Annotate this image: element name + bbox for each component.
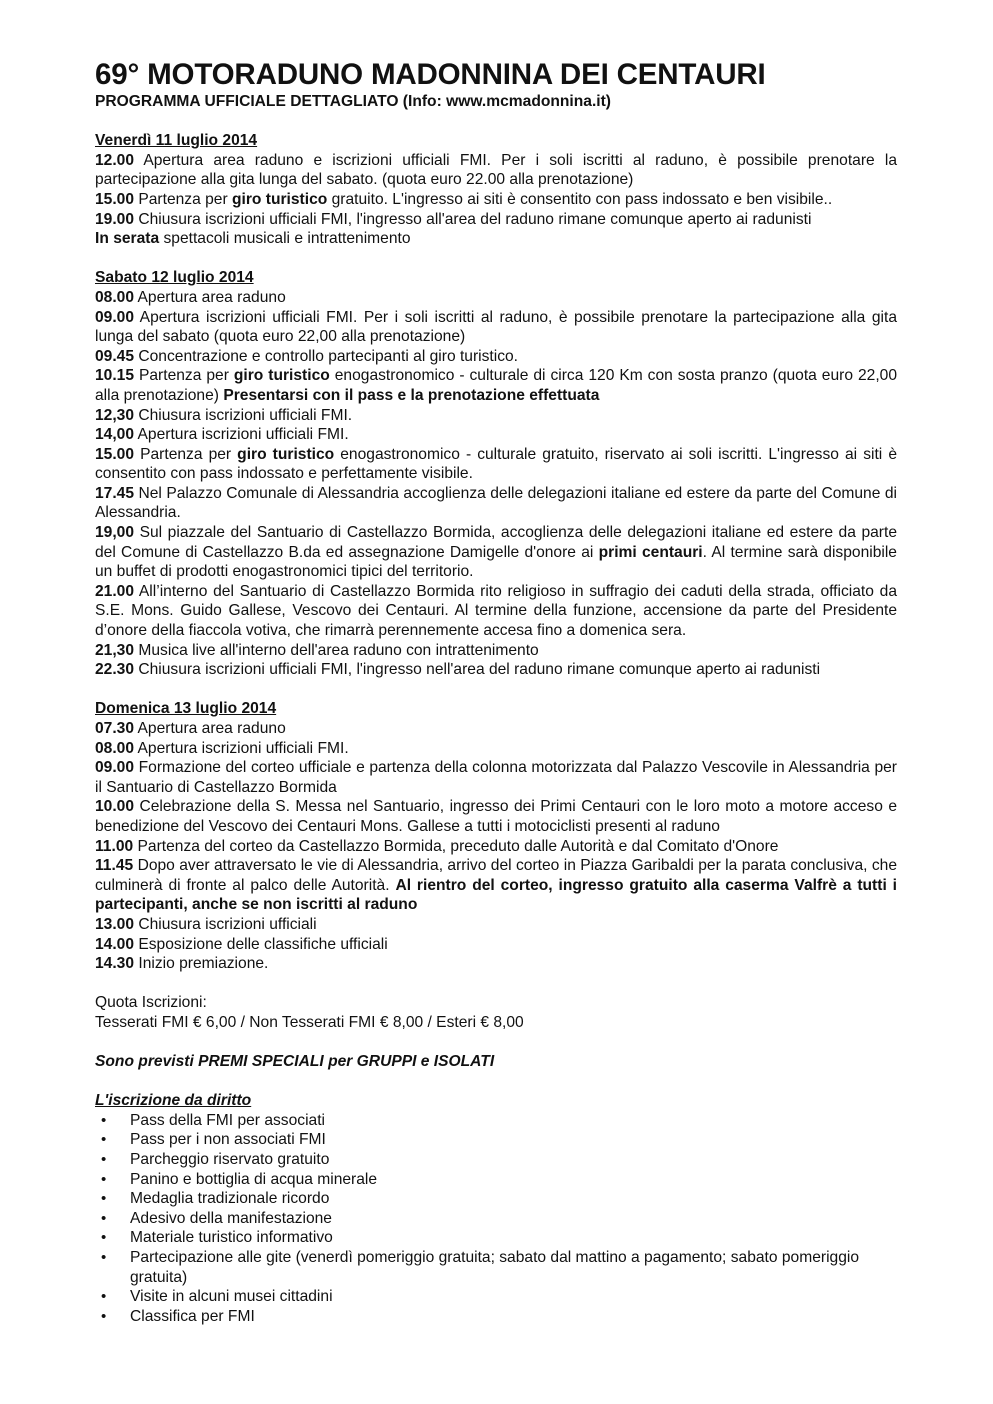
entry-time: 11.45	[95, 857, 134, 875]
entry-text-bold: primi centauri	[598, 543, 703, 561]
entry-time: 14,00	[95, 426, 135, 444]
entry-text: Chiusura iscrizioni ufficiali	[134, 915, 317, 933]
entry-time: 21,30	[95, 641, 135, 659]
list-item	[95, 1307, 897, 1327]
schedule-entry	[95, 406, 897, 426]
entry-text-bold: Presentarsi con il pass e la prenotazione effettuata	[223, 386, 600, 404]
entry-time: 15.00	[95, 445, 135, 463]
schedule-entry	[95, 229, 897, 249]
entry-text-bold: giro turistico	[237, 445, 335, 463]
bullet-icon: •	[101, 1209, 107, 1227]
schedule-entry	[95, 797, 897, 836]
entry-text: enogastronomico - culturale di circa 120 Km con sosta pranzo (quota euro 22,00 alla prenotazione)	[95, 367, 898, 404]
fees-label: Quota Iscrizioni:	[95, 994, 207, 1012]
entry-text: Partenza per	[134, 190, 232, 208]
entry-text: Dopo aver attraversato le vie di Alessandria, arrivo del corteo in Piazza Garibaldi per la parata conclusiva, che culminerà di fronte al palco delle Autorità.	[95, 857, 897, 894]
bullet-icon: •	[101, 1190, 107, 1208]
list-item-text: Pass della FMI per associati	[130, 1111, 325, 1129]
bullet-icon: •	[101, 1151, 107, 1169]
entry-time: 22.30	[95, 661, 135, 679]
entry-text: . Al termine sarà disponibile un buffet di prodotti enogastronomici tipici del territorio.	[95, 543, 897, 581]
list-item	[95, 1287, 897, 1307]
schedule-entry	[95, 425, 897, 445]
schedule-entry	[95, 758, 897, 797]
entry-text: Apertura iscrizioni ufficiali FMI.	[134, 426, 349, 444]
list-item-text: Panino e bottiglia di acqua minerale	[130, 1170, 378, 1188]
list-item	[95, 1248, 897, 1287]
entry-time: In serata	[95, 230, 160, 248]
list-item-text: Parcheggio riservato gratuito	[130, 1151, 330, 1169]
schedule-entry	[95, 190, 897, 210]
schedule-entry	[95, 288, 897, 308]
schedule-entry	[95, 915, 897, 935]
schedule-entry	[95, 210, 897, 230]
entry-text: Musica live all'interno dell'area raduno con intrattenimento	[134, 641, 539, 659]
special-prizes-note: Sono previsti PREMI SPECIALI per GRUPPI e ISOLATI	[95, 1053, 495, 1071]
day-section	[95, 699, 897, 973]
entry-text: Partenza per	[134, 445, 238, 463]
list-item	[95, 1209, 897, 1229]
list-item	[95, 1150, 897, 1170]
list-item	[95, 1111, 897, 1131]
list-item-text: Medaglia tradizionale ricordo	[130, 1190, 330, 1208]
benefits-list	[95, 1111, 897, 1327]
schedule-entry	[95, 641, 897, 661]
entry-text: Partenza del corteo da Castellazzo Bormida, preceduto dalle Autorità e dal Comitato d'Onore	[133, 837, 779, 855]
entry-time: 09.45	[95, 347, 135, 365]
entry-time: 19,00	[95, 524, 135, 542]
entry-text: Apertura area raduno	[134, 288, 286, 306]
entry-time: 09.00	[95, 759, 135, 777]
entry-time: 10.15	[95, 367, 135, 385]
entry-text: enogastronomico - culturale gratuito, riservato ai soli iscritti. L'ingresso ai siti è consentito con pass indossato e perfettamente visibile.	[95, 445, 897, 483]
schedule-entry	[95, 856, 897, 915]
entry-time: 11.00	[95, 837, 134, 855]
entry-time: 12,30	[95, 406, 135, 424]
schedule-entry	[95, 935, 897, 955]
bullet-icon: •	[101, 1307, 107, 1325]
entry-text-bold: giro turistico	[231, 190, 328, 208]
entry-text: Chiusura iscrizioni ufficiali FMI, l'ingresso nell'area del raduno rimane comunque aperto ai radunisti	[134, 661, 821, 679]
entry-text-bold: Al rientro del corteo, ingresso gratuito alla caserma Valfrè a tutti i partecipanti, anche se non iscritti al raduno	[95, 876, 897, 914]
list-item	[95, 1130, 897, 1150]
list-item-text: Pass per i non associati FMI	[130, 1131, 326, 1149]
entry-text: Inizio premiazione.	[134, 955, 269, 973]
entry-text: Chiusura iscrizioni ufficiali FMI.	[134, 406, 353, 424]
entry-text: Concentrazione e controllo partecipanti al giro turistico.	[134, 347, 519, 365]
entry-time: 08.00	[95, 739, 135, 757]
bullet-icon: •	[101, 1229, 107, 1247]
bullet-icon: •	[101, 1131, 107, 1149]
schedule-entry	[95, 719, 897, 739]
schedule-entry	[95, 954, 897, 974]
entry-text: Apertura area raduno e iscrizioni ufficiali FMI. Per i soli iscritti al raduno, è possibile prenotare la partecipazione alla gita lunga del sabato. (quota euro 22.00 alla prenotazione)	[95, 151, 897, 189]
entry-text: Apertura iscrizioni ufficiali FMI. Per i soli iscritti al raduno, è possibile prenotare la partecipazione alla gita lunga del sabato (quota euro 22,00 alla prenotazione)	[95, 308, 897, 346]
entry-text: Chiusura iscrizioni ufficiali FMI, l'ingresso all'area del raduno rimane comunque aperto ai radunisti	[134, 210, 812, 228]
list-item	[95, 1189, 897, 1209]
entry-text: Apertura iscrizioni ufficiali FMI.	[134, 739, 349, 757]
schedule-entry	[95, 837, 897, 857]
entry-time: 07.30	[95, 720, 135, 737]
schedule-entry	[95, 582, 897, 641]
list-item-text: Adesivo della manifestazione	[130, 1209, 332, 1227]
day-section	[95, 268, 897, 679]
bullet-icon: •	[101, 1111, 107, 1129]
entry-time: 08.00	[95, 288, 135, 306]
entry-time: 19.00	[95, 210, 135, 228]
day-heading: Sabato 12 luglio 2014	[95, 269, 254, 287]
entry-text: Celebrazione della S. Messa nel Santuario, ingresso dei Primi Centauri con le loro moto a motore acceso e benedizione del Vescovo dei Centauri Mons. Gallese a tutti i motociclisti presenti al raduno	[95, 798, 897, 835]
schedule-entry	[95, 347, 897, 367]
entry-time: 12.00	[95, 151, 135, 169]
entry-text: Formazione del corteo ufficiale e partenza della colonna motorizzata dal Palazzo Vescovile in Alessandria per il Santuario di Castellazzo Bormida	[95, 759, 897, 796]
entry-time: 14.30	[95, 955, 135, 973]
day-heading: Domenica 13 luglio 2014	[95, 700, 277, 718]
list-item-text: Visite in alcuni musei cittadini	[130, 1288, 333, 1306]
bullet-icon: •	[101, 1288, 107, 1306]
schedule-entry	[95, 308, 897, 347]
list-item-text: Classifica per FMI	[130, 1307, 255, 1325]
list-item	[95, 1228, 897, 1248]
bullet-icon: •	[101, 1249, 107, 1267]
entry-time: 14.00	[95, 935, 135, 953]
list-item-text: Partecipazione alle gite (venerdì pomeriggio gratuita; sabato dal mattino a pagamento; sabato pomeriggio gratuita)	[130, 1249, 860, 1286]
schedule-entry	[95, 660, 897, 680]
fees-text: Tesserati FMI € 6,00 / Non Tesserati FMI € 8,00 / Esteri € 8,00	[95, 1013, 524, 1031]
entry-text: Partenza per	[134, 367, 234, 385]
benefits-heading: L'iscrizione da diritto	[95, 1092, 252, 1110]
day-heading: Venerdì 11 luglio 2014	[95, 132, 258, 150]
entry-text-bold: giro turistico	[233, 367, 330, 385]
entry-time: 17.45	[95, 484, 135, 502]
entry-time: 21.00	[95, 582, 135, 600]
entry-text: All’interno del Santuario di Castellazzo Bormida rito religioso in suffragio dei caduti della strada, officiato da S.E. Mons. Guido Gallese, Vescovo dei Centauri. Al termine della funzione, accensione da parte del Presidente d’onore della fiaccola votiva, che rimarrà perennemente accesa fino a domenica sera.	[95, 582, 897, 640]
entry-time: 15.00	[95, 190, 135, 208]
page-subtitle: PROGRAMMA UFFICIALE DETTAGLIATO (Info: www.mcmadonnina.it)	[95, 93, 612, 110]
entry-time: 09.00	[95, 308, 135, 326]
entry-time: 13.00	[95, 915, 135, 933]
entry-text: Sul piazzale del Santuario di Castellazzo Bormida, accoglienza delle delegazioni italiane ed estere da parte del Comune di Castellazzo B.da ed assegnazione Damigelle d'onore ai	[95, 524, 897, 561]
bullet-icon: •	[101, 1170, 107, 1188]
entry-text: gratuito. L'ingresso ai siti è consentito con pass indossato e ben visibile..	[327, 190, 833, 208]
list-item	[95, 1170, 897, 1190]
schedule-entry	[95, 484, 897, 523]
entry-text: Esposizione delle classifiche ufficiali	[134, 935, 388, 953]
schedule	[95, 131, 897, 974]
schedule-entry	[95, 151, 897, 190]
schedule-entry	[95, 523, 897, 582]
entry-text: Apertura area raduno	[134, 720, 286, 737]
entry-text: spettacoli musicali e intrattenimento	[159, 230, 411, 248]
page-title: 69° MOTORADUNO MADONNINA DEI CENTAURI	[95, 58, 766, 91]
day-section	[95, 131, 897, 249]
entry-time: 10.00	[95, 798, 135, 816]
list-item-text: Materiale turistico informativo	[130, 1229, 333, 1247]
schedule-entry	[95, 739, 897, 759]
entry-text: Nel Palazzo Comunale di Alessandria accoglienza delle delegazioni italiane ed estere da parte del Comune di Alessandria.	[95, 484, 897, 522]
schedule-entry	[95, 445, 897, 484]
schedule-entry	[95, 366, 897, 405]
